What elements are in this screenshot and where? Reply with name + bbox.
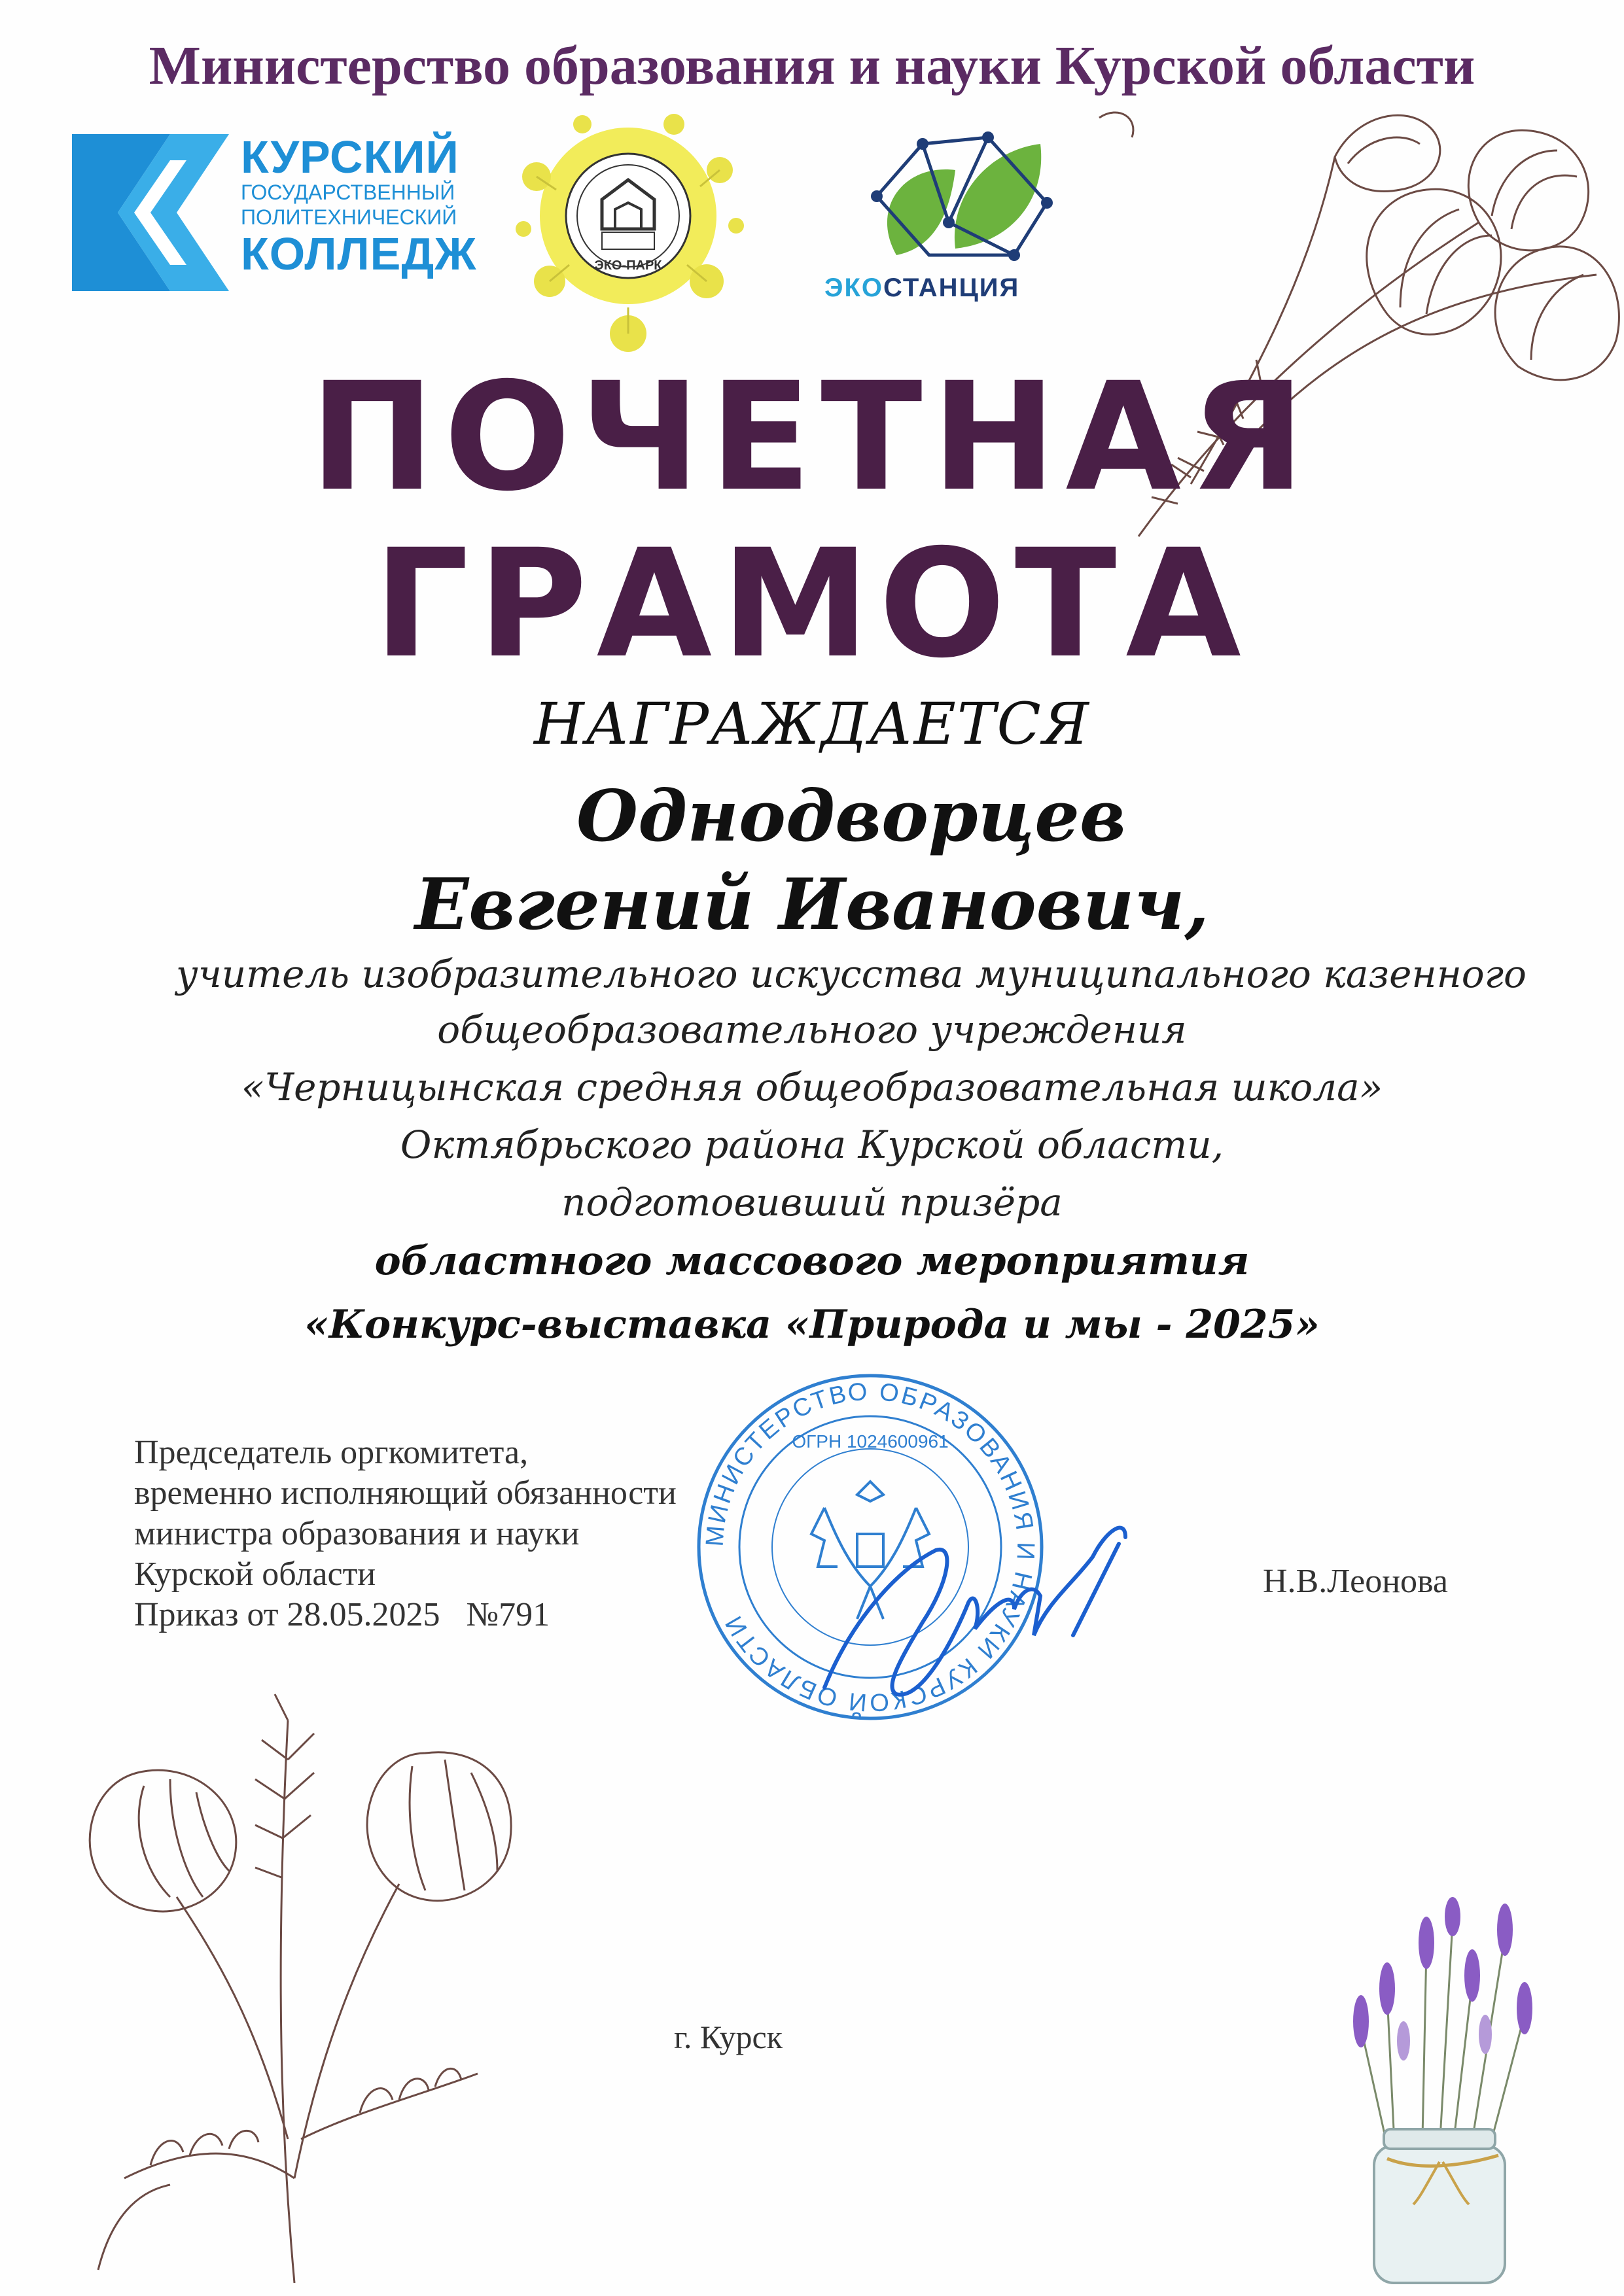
- eco-park-logo: [510, 98, 746, 360]
- handwritten-signature: [798, 1491, 1139, 1707]
- eco-park-emblem-icon: [510, 98, 746, 360]
- ecostation-logo: [798, 124, 1099, 334]
- signer-title-line: Курской области: [134, 1556, 376, 1593]
- city-label: г. Курск: [674, 2019, 783, 2055]
- decorative-flowers-bottom: [59, 1681, 569, 2289]
- certificate-title-line2: ГРАМОТА: [374, 517, 1250, 691]
- seal-ring-text: МИНИСТЕРСТВО ОБРАЗОВАНИЯ И НАУКИ КУРСКОЙ ОБЛАСТИ: [701, 1378, 1040, 1716]
- recipient-given-names: Евгений Иванович,: [414, 863, 1210, 946]
- college-name-line2: ГОСУДАРСТВЕННЫЙ: [241, 181, 455, 204]
- award-text-line: учитель изобразительного искусства муниципального казенного: [176, 952, 1527, 996]
- recipient-surname: Однодворцев: [576, 775, 1126, 858]
- ecostation-suffix: СТАНЦИЯ: [883, 273, 1020, 302]
- award-text-line: общеобразовательного учреждения: [437, 1007, 1187, 1052]
- signer-title-line: временно исполняющий обязанности: [134, 1474, 677, 1512]
- order-line: [134, 1595, 723, 1635]
- eco-park-label: ЭКО-ПАРК: [594, 258, 662, 273]
- college-logo: [72, 131, 478, 291]
- event-name-line2: «Конкурс-выставка «Природа и мы - 2025»: [304, 1302, 1320, 1348]
- signer-title-line: министра образования и науки: [134, 1515, 580, 1552]
- signer-title-line: Председатель оргкомитета,: [134, 1434, 529, 1471]
- award-text-line: подготовивший призёра: [561, 1180, 1063, 1225]
- college-name-line4: КОЛЛЕДЖ: [241, 228, 477, 279]
- signer-name: Н.В.Леонова: [1263, 1563, 1449, 1600]
- certificate-title-line1: ПОЧЕТНАЯ: [309, 350, 1315, 524]
- seal-ogrn: ОГРН 1024600961: [792, 1431, 949, 1452]
- order-date: Приказ от 28.05.2025: [134, 1596, 440, 1633]
- award-text-line: «Черницынская средняя общеобразовательная школа»: [241, 1065, 1383, 1109]
- lavender-jar-illustration: [1322, 1897, 1544, 2289]
- award-text-line: Октябрьского района Курской области,: [400, 1122, 1224, 1167]
- order-number: №791: [466, 1596, 550, 1633]
- awarded-heading: НАГРАЖДАЕТСЯ: [534, 690, 1090, 757]
- signature-block: [134, 1433, 723, 1635]
- ecostation-prefix: ЭКО: [824, 273, 883, 302]
- ecostation-leaf-icon: [798, 124, 1099, 268]
- event-name-line1: областного массового мероприятия: [374, 1238, 1250, 1284]
- ministry-header: Министерство образования и науки Курской области: [149, 35, 1475, 96]
- college-chevron-icon: [72, 134, 229, 291]
- ecostation-label: [824, 273, 1019, 303]
- college-name-line1: КУРСКИЙ: [241, 131, 459, 183]
- college-name-line3: ПОЛИТЕХНИЧЕСКИЙ: [241, 205, 457, 229]
